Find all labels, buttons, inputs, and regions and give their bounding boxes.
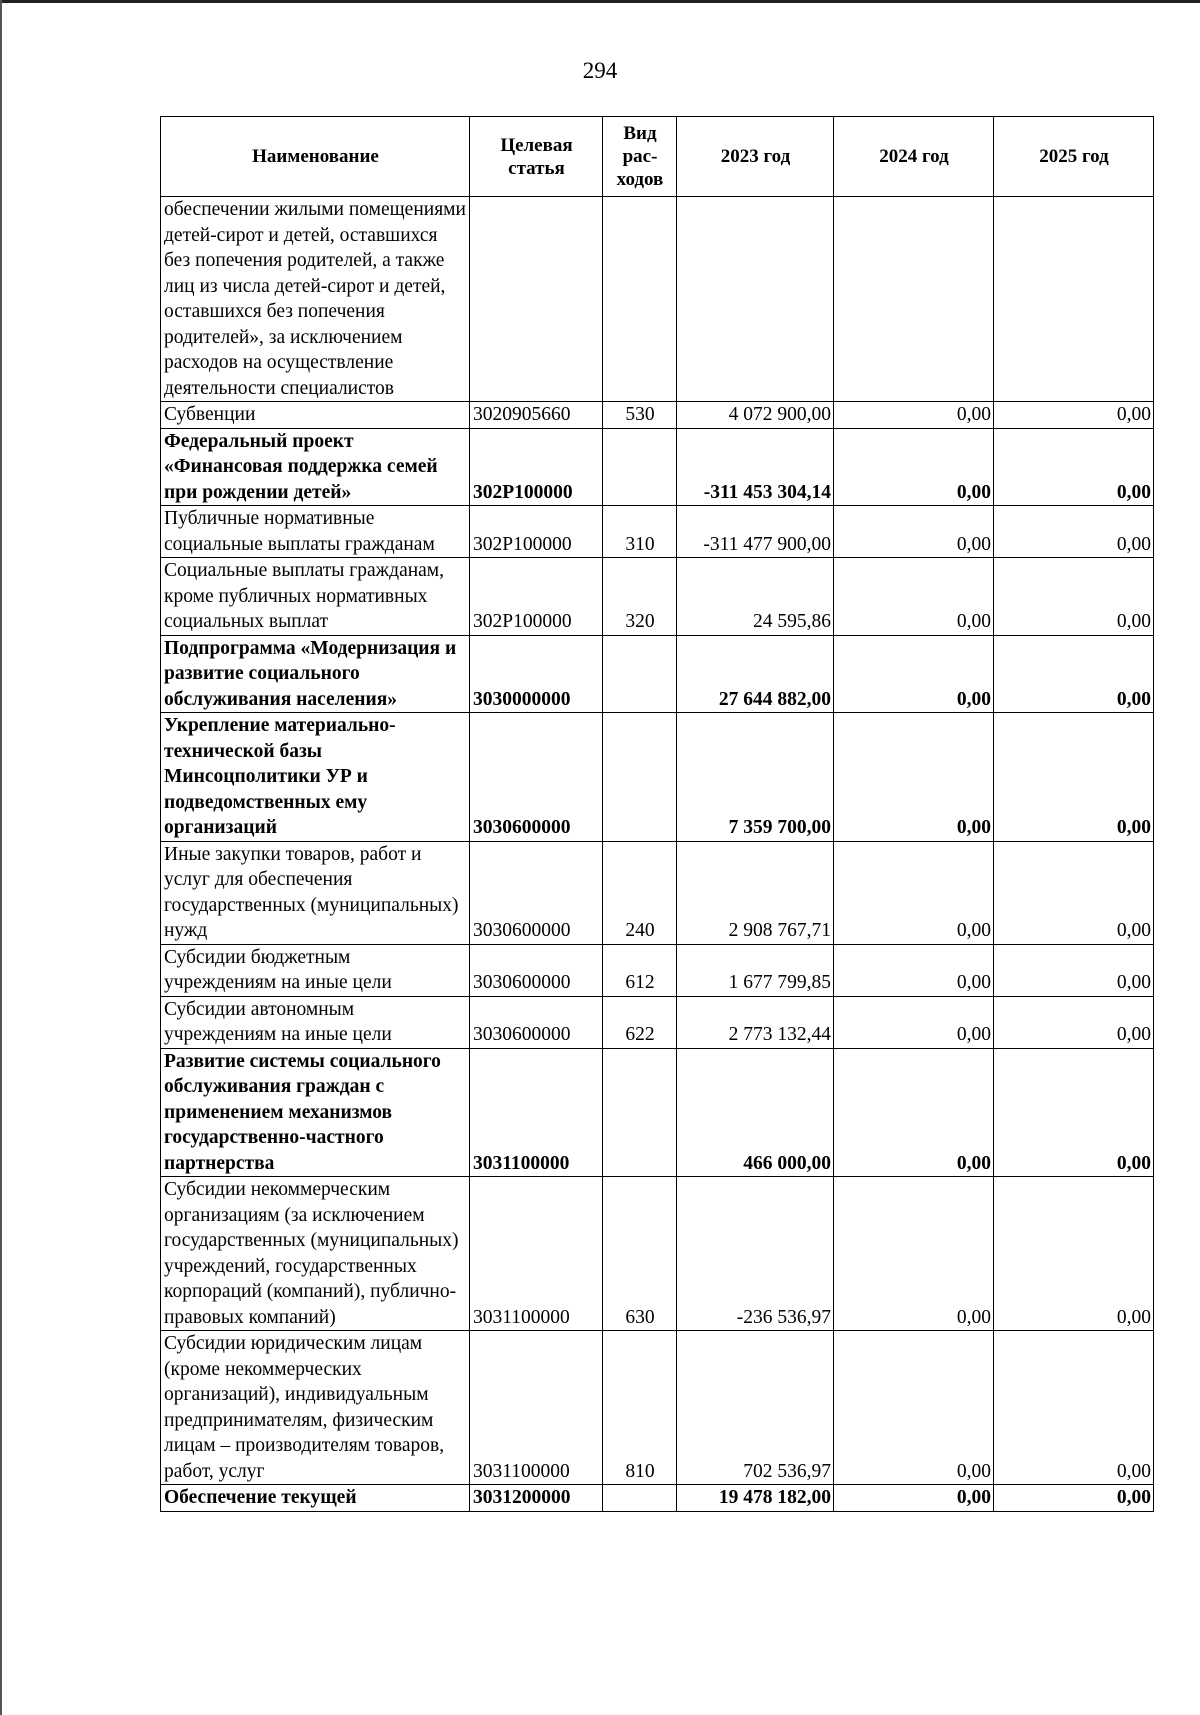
cell-y2023: 2 773 132,44: [677, 996, 834, 1048]
cell-y2024: [834, 197, 994, 402]
cell-code: 3030600000: [470, 713, 603, 842]
cell-y2023: -236 536,97: [677, 1177, 834, 1331]
cell-code: 3031100000: [470, 1331, 603, 1485]
table-row: [161, 944, 1154, 996]
cell-kind: [603, 635, 677, 713]
cell-y2024: 0,00: [834, 996, 994, 1048]
cell-code: 3030600000: [470, 944, 603, 996]
header-name: Наименование: [161, 117, 470, 197]
cell-kind: [603, 713, 677, 842]
table-row: [161, 635, 1154, 713]
cell-code: [470, 197, 603, 402]
cell-y2025: 0,00: [994, 841, 1154, 944]
cell-y2025: [994, 197, 1154, 402]
cell-y2024: 0,00: [834, 558, 994, 636]
scan-edge: [0, 0, 2, 1715]
cell-y2023: 7 359 700,00: [677, 713, 834, 842]
cell-kind: [603, 1485, 677, 1512]
cell-y2023: 24 595,86: [677, 558, 834, 636]
table-row: [161, 713, 1154, 842]
cell-name: Развитие системы социального обслуживания граждан с применением механизмов государственно-частного партнерства: [161, 1048, 470, 1177]
cell-code: 3031200000: [470, 1485, 603, 1512]
cell-name: Подпрограмма «Модернизация и развитие социального обслуживания населения»: [161, 635, 470, 713]
cell-y2024: 0,00: [834, 1177, 994, 1331]
cell-y2023: 4 072 900,00: [677, 402, 834, 429]
cell-y2023: -311 453 304,14: [677, 428, 834, 506]
cell-name: Субсидии автономным учреждениям на иные цели: [161, 996, 470, 1048]
cell-y2025: 0,00: [994, 944, 1154, 996]
cell-y2023: 1 677 799,85: [677, 944, 834, 996]
scan-edge: [0, 0, 1200, 3]
cell-name: Субсидии юридическим лицам (кроме некоммерческих организаций), индивидуальным предпринимателям, физическим лицам – производителям товаров, работ, услуг: [161, 1331, 470, 1485]
cell-y2025: 0,00: [994, 713, 1154, 842]
table-row: [161, 402, 1154, 429]
cell-y2025: 0,00: [994, 506, 1154, 558]
cell-kind: 622: [603, 996, 677, 1048]
header-2023: 2023 год: [677, 117, 834, 197]
cell-kind: 240: [603, 841, 677, 944]
cell-y2025: 0,00: [994, 996, 1154, 1048]
cell-name: Субсидии бюджетным учреждениям на иные цели: [161, 944, 470, 996]
cell-y2023: [677, 197, 834, 402]
cell-y2024: 0,00: [834, 1331, 994, 1485]
cell-code: 3030600000: [470, 996, 603, 1048]
cell-y2025: 0,00: [994, 1048, 1154, 1177]
cell-y2024: 0,00: [834, 1048, 994, 1177]
cell-kind: 310: [603, 506, 677, 558]
cell-y2024: 0,00: [834, 428, 994, 506]
table-row: [161, 1485, 1154, 1512]
table-row: [161, 996, 1154, 1048]
cell-name: Социальные выплаты гражданам, кроме публичных нормативных социальных выплат: [161, 558, 470, 636]
cell-code: 302Р100000: [470, 558, 603, 636]
cell-y2023: 2 908 767,71: [677, 841, 834, 944]
cell-name: Укрепление материально-технической базы Минсоцполитики УР и подведомственных ему организаций: [161, 713, 470, 842]
cell-name: Субвенции: [161, 402, 470, 429]
cell-y2024: 0,00: [834, 402, 994, 429]
cell-kind: 530: [603, 402, 677, 429]
table-row: [161, 1048, 1154, 1177]
cell-y2023: -311 477 900,00: [677, 506, 834, 558]
header-2024: 2024 год: [834, 117, 994, 197]
cell-name: Субсидии некоммерческим организациям (за исключением государственных (муниципальных) учреждений, государственных корпораций (компаний), публично-правовых компаний): [161, 1177, 470, 1331]
cell-code: 3030000000: [470, 635, 603, 713]
cell-kind: 612: [603, 944, 677, 996]
cell-name: обеспечении жилыми помещениями детей-сирот и детей, оставшихся без попечения родителей, а также лиц из числа детей-сирот и детей, оставшихся без попечения родителей», за исключением расходов на осуществление деятельности специалистов: [161, 197, 470, 402]
cell-y2024: 0,00: [834, 1485, 994, 1512]
cell-code: 3031100000: [470, 1048, 603, 1177]
cell-y2025: 0,00: [994, 635, 1154, 713]
table-row: [161, 1331, 1154, 1485]
cell-y2024: 0,00: [834, 506, 994, 558]
cell-y2024: 0,00: [834, 635, 994, 713]
cell-kind: [603, 1048, 677, 1177]
cell-y2025: 0,00: [994, 428, 1154, 506]
cell-code: 302Р100000: [470, 428, 603, 506]
cell-name: Иные закупки товаров, работ и услуг для обеспечения государственных (муниципальных) нужд: [161, 841, 470, 944]
table-row: [161, 841, 1154, 944]
cell-kind: [603, 197, 677, 402]
table-row: [161, 506, 1154, 558]
cell-y2025: 0,00: [994, 1485, 1154, 1512]
cell-y2025: 0,00: [994, 1177, 1154, 1331]
cell-y2023: 466 000,00: [677, 1048, 834, 1177]
table-row: [161, 428, 1154, 506]
cell-name: Обеспечение текущей: [161, 1485, 470, 1512]
table-header-row: [161, 117, 1154, 197]
cell-code: 3020905660: [470, 402, 603, 429]
budget-table: [160, 116, 1154, 1512]
header-kind: Вид рас-ходов: [603, 117, 677, 197]
page-number: 294: [582, 58, 618, 83]
cell-y2024: 0,00: [834, 841, 994, 944]
table-row: [161, 558, 1154, 636]
cell-kind: 630: [603, 1177, 677, 1331]
cell-name: Публичные нормативные социальные выплаты гражданам: [161, 506, 470, 558]
header-2025: 2025 год: [994, 117, 1154, 197]
cell-y2023: 702 536,97: [677, 1331, 834, 1485]
cell-y2024: 0,00: [834, 944, 994, 996]
cell-y2025: 0,00: [994, 558, 1154, 636]
cell-y2024: 0,00: [834, 713, 994, 842]
cell-kind: 320: [603, 558, 677, 636]
cell-code: 3031100000: [470, 1177, 603, 1331]
cell-y2023: 27 644 882,00: [677, 635, 834, 713]
header-article: Целевая статья: [470, 117, 603, 197]
cell-name: Федеральный проект «Финансовая поддержка семей при рождении детей»: [161, 428, 470, 506]
cell-kind: [603, 428, 677, 506]
table-row: [161, 197, 1154, 402]
cell-code: 3030600000: [470, 841, 603, 944]
table-row: [161, 1177, 1154, 1331]
cell-y2025: 0,00: [994, 402, 1154, 429]
cell-code: 302Р100000: [470, 506, 603, 558]
cell-kind: 810: [603, 1331, 677, 1485]
cell-y2025: 0,00: [994, 1331, 1154, 1485]
cell-y2023: 19 478 182,00: [677, 1485, 834, 1512]
